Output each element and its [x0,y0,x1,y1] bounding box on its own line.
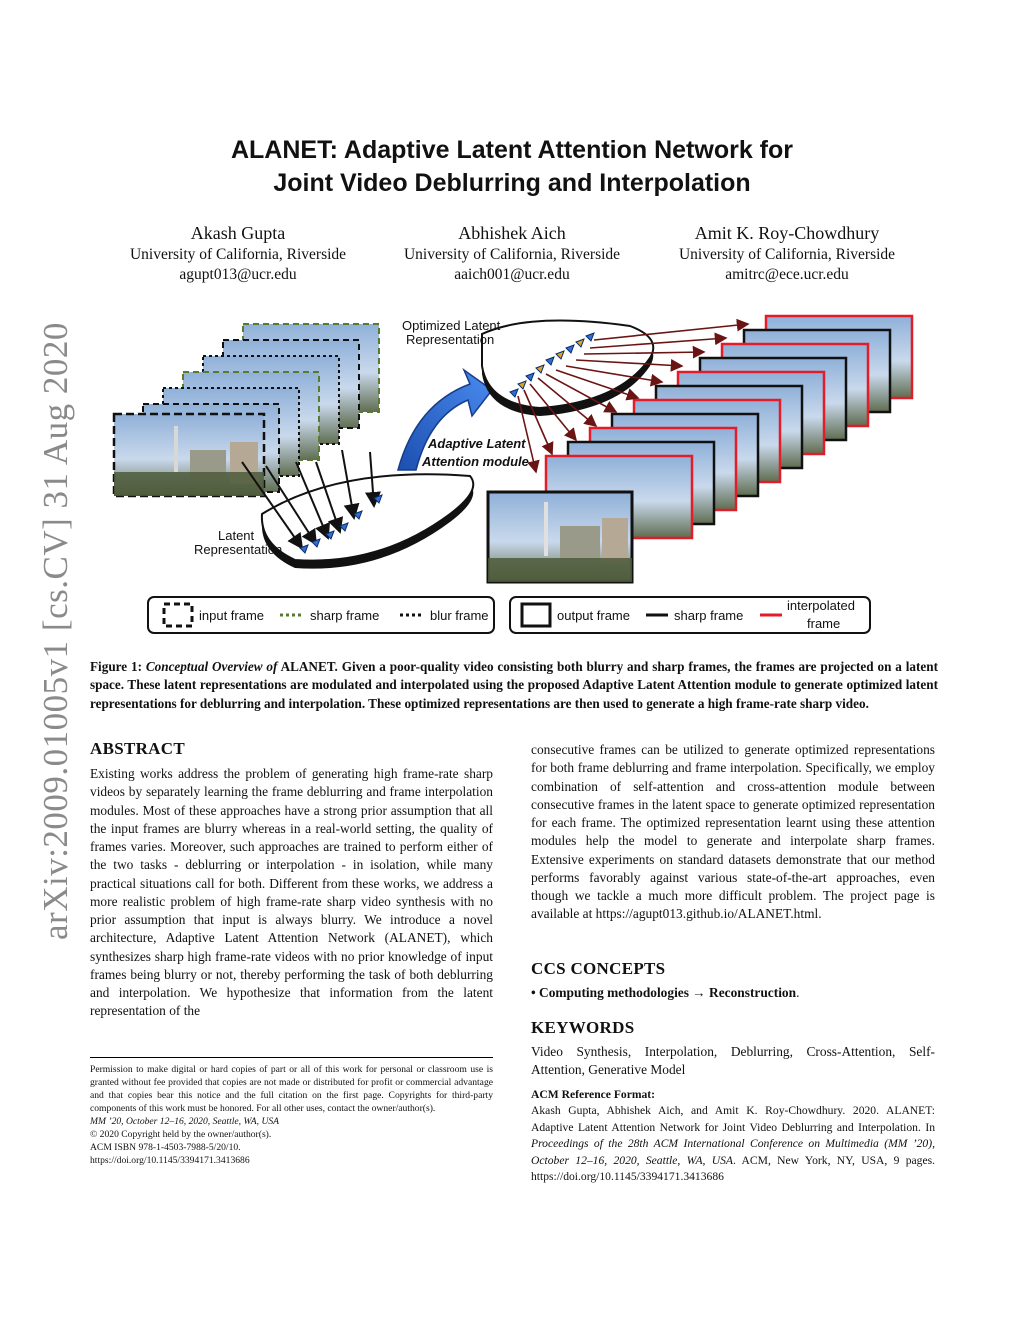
footnote-conference: MM ’20, October 12–16, 2020, Seattle, WA, USA [90,1116,280,1127]
author-email[interactable]: aaich001@ucr.edu [454,266,570,283]
input-frame-front [114,414,264,496]
abstract-text-right: consecutive frames can be utilized to generate optimized representations for both frame deblurring and frame interpolation. Specifically, we employ combination of self-attention and cross-attention module between consecutive frames in the latent space to generate optimized representation for each frame. The optimized representation learnt using these attention modules help the model to generate and interpolate sharp frames. Extensive experiments on standard datasets demonstrate that our method performs favorably against various state-of-the-art approaches, even though we tackle a much more difficult problem. The project page is available at https://agupt013.github.io/ALANET.html. [531,742,935,922]
module-label-2: Attention module [422,454,529,469]
author-name: Akash Gupta [190,223,286,243]
latent-surface [262,474,473,568]
reference-text [531,1103,935,1186]
optimized-label-1: Optimized Latent [402,318,501,333]
latent-label-1: Latent [218,528,255,543]
figure-caption [90,658,938,713]
legend-blur-frame: blur frame [430,608,489,623]
output-frame-front [488,492,632,582]
caption-label: Figure 1: [90,659,146,674]
author-affiliation: University of California, Riverside [129,246,347,263]
author-email[interactable]: amitrc@ece.ucr.edu [725,266,849,283]
author-2 [372,221,652,285]
title-line-1: ALANET: Adaptive Latent Attention Network for [230,136,794,164]
reference-venue: Proceedings of the 28th ACM International Conference on Multimedia (MM ’20), October 12–16, 2020, Seattle, WA, USA [531,1137,935,1167]
legend-output-frame: output frame [557,608,630,623]
footnote-permission: Permission to make digital or hard copies of part or all of this work for personal or classroom use is granted without fee provided that copies are not made or distributed for profit or commercial advantage and that copies bear this notice and the full citation on the first page. Copyrights for third-party components of this work must be honored. For all other uses, contact the owner/author(s). [90,1064,493,1114]
author-name: Abhishek Aich [458,223,566,243]
figure-1-diagram [90,312,934,642]
title-line-2: Joint Video Deblurring and Interpolation [273,169,751,197]
legend-interpolated-2: frame [807,616,841,631]
legend-interpolated-1: interpolated [787,598,855,613]
caption-italic: Conceptual Overview of [145,659,278,674]
reference-heading: ACM Reference Format: [531,1088,656,1101]
footnote-copyright: © 2020 Copyright held by the owner/author(s). [90,1129,272,1140]
ccs-item [531,984,935,1002]
reference-tail: . ACM, New York, NY, USA, 9 pages. https://doi.org/10.1145/3394171.3413686 [531,1153,936,1184]
abstract-text-left: Existing works address the problem of generating high frame-rate sharp videos by separately learning the frame deblurring and frame interpolation modules. Most of these approaches have a strong prior assumption that all the input frames are blurry whereas in a real-world setting, the quality of frames varies. Moreover, such approaches are trained to perform either of the two tasks - deblurring or interpolation - in isolation, while many practical situations call for both. Different from these works, we address a more realistic problem of high frame-rate sharp video synthesis with no prior assumption that input is always blurry. We introduce a novel architecture, Adaptive Latent Attention Network (ALANET), which synthesizes sharp high frame-rate videos with no prior knowledge of input frames being blurry or not, thereby performing the task of both deblurring and interpolation. We hypothesize that information from the latent representation of the [90,766,493,1019]
input-frame-stack [114,324,379,496]
arxiv-side-stamp: arXiv:2009.01005v1 [cs.CV] 31 Aug 2020 [36,322,75,940]
ccs-item-suffix: . [796,985,800,1000]
legend-input-frame: input frame [199,608,265,623]
author-email[interactable]: agupt013@ucr.edu [179,266,297,283]
keywords-text: Video Synthesis, Interpolation, Deblurring, Cross-Attention, Self-Attention, Generative Model [531,1044,935,1078]
caption-text: ALANET. Given a poor-quality video consisting both blurry and sharp frames, the frames are projected on a latent space. These latent representations are modulated and interpolated using the proposed Adaptive Latent Attention module to generate optimized latent representations for deblurring and interpolation. These optimized representations are then used to generate a high frame-rate sharp video. [90,659,938,711]
legend-output [510,597,870,633]
author-1 [98,221,378,285]
paper-title [90,134,934,200]
author-affiliation: University of California, Riverside [678,246,896,263]
abstract-heading: ABSTRACT [90,739,185,758]
legend-input [148,597,494,633]
latent-label-2: Representation [194,542,283,557]
footnote-doi[interactable]: https://doi.org/10.1145/3394171.3413686 [90,1155,250,1166]
footnote-rule [90,1057,493,1058]
legend-sharp-frame-output: sharp frame [674,608,744,623]
keywords-heading: KEYWORDS [531,1018,635,1037]
footnote-isbn: ACM ISBN 978-1-4503-7988-5/20/10. [90,1142,241,1153]
optimized-label-2: Representation [406,332,495,347]
author-affiliation: University of California, Riverside [403,246,621,263]
ccs-heading: CCS CONCEPTS [531,959,666,978]
legend-sharp-frame-input: sharp frame [310,608,380,623]
author-name: Amit K. Roy-Chowdhury [694,223,880,243]
author-3 [647,221,927,285]
reference-authors: Akash Gupta, Abhishek Aich, and Amit K. Roy-Chowdhury. 2020. ALANET: Adaptive Latent Attention Network for Joint Video Deblurring and Interpolation. In [531,1104,935,1134]
ccs-item-text: • Computing methodologies → Reconstruction [531,985,797,1000]
module-label-1: Adaptive Latent [428,436,526,451]
footnote [90,1063,493,1167]
